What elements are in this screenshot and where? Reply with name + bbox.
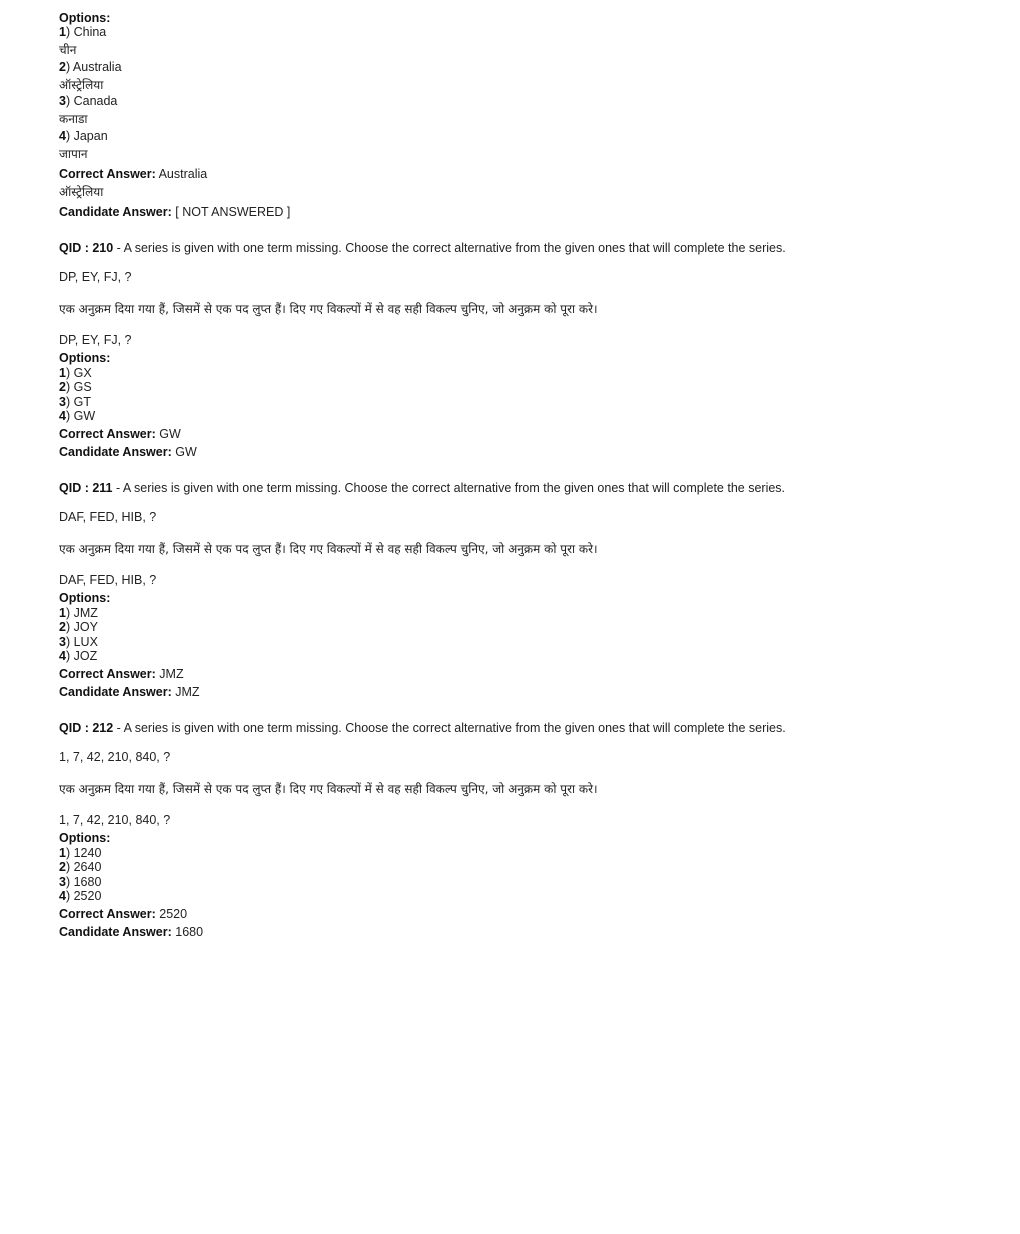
correct-label: Correct Answer: — [59, 667, 156, 681]
text: ) — [65, 846, 74, 860]
options-label: Options: — [59, 831, 111, 845]
candidate-value: 1680 — [175, 925, 204, 939]
series-text: DP, EY, FJ, ? — [59, 270, 132, 284]
text: ) — [65, 380, 74, 395]
question-text — [59, 480, 785, 496]
series-hindi — [59, 812, 170, 828]
candidate-label: Candidate Answer: — [59, 445, 172, 459]
option-text: China — [73, 25, 107, 39]
candidate-value: GW — [175, 445, 197, 459]
question-text-en: - A series is given with one term missing. Choose the correct alternative from the given ones that will complete the series. — [113, 241, 786, 255]
series-hindi — [59, 572, 156, 588]
option-item-hindi — [59, 42, 76, 58]
series-text: 1, 7, 42, 210, 840, ? — [59, 813, 171, 827]
option-item — [59, 888, 101, 904]
question-text-hindi — [59, 301, 598, 317]
qid-label: QID : 211 — [59, 481, 113, 495]
text: ) — [65, 606, 74, 620]
question-text-hindi — [59, 781, 598, 797]
text: ) — [65, 394, 74, 409]
option-item-hindi — [59, 77, 103, 93]
option-item — [59, 59, 122, 75]
text: ) — [65, 94, 74, 108]
candidate-answer — [59, 444, 197, 460]
option-text-hindi: जापान — [59, 147, 88, 161]
option-text-hindi: चीन — [59, 43, 77, 57]
option-text: GW — [73, 409, 96, 424]
question-text-hindi — [59, 541, 598, 557]
text: ) — [65, 60, 73, 74]
option-text: JOY — [73, 620, 98, 635]
question-text-en: - A series is given with one term missing. Choose the correct alternative from the given ones that will complete the series. — [112, 481, 786, 495]
option-number: 2 — [59, 860, 66, 875]
correct-value-hindi: ऑस्ट्रेलिया — [59, 185, 104, 199]
series-text: DAF, FED, HIB, ? — [59, 573, 157, 587]
correct-answer — [59, 166, 207, 182]
question-text-hi: एक अनुक्रम दिया गया हैं, जिसमें से एक पद लुप्त हैं। दिए गए विकल्पों में से वह सही विकल्प चुनिए, जो अनुक्रम को पूरा करे। — [59, 542, 598, 556]
option-text: 2520 — [73, 889, 102, 904]
text: ) — [65, 366, 74, 380]
option-text-hindi: ऑस्ट्रेलिया — [59, 78, 104, 92]
qid-label: QID : 210 — [59, 241, 114, 255]
candidate-value: [ NOT ANSWERED ] — [175, 205, 291, 219]
series-text: DP, EY, FJ, ? — [59, 333, 132, 347]
correct-value: GW — [159, 427, 181, 441]
option-text: GT — [73, 394, 91, 409]
option-item — [59, 24, 106, 40]
series-text: DAF, FED, HIB, ? — [59, 510, 157, 524]
option-text-hindi: कनाडा — [59, 112, 88, 126]
option-item — [59, 408, 95, 424]
correct-label: Correct Answer: — [59, 907, 156, 921]
option-number: 2 — [59, 620, 66, 635]
question-text-hi: एक अनुक्रम दिया गया हैं, जिसमें से एक पद लुप्त हैं। दिए गए विकल्पों में से वह सही विकल्प चुनिए, जो अनुक्रम को पूरा करे। — [59, 782, 598, 796]
candidate-answer — [59, 684, 200, 700]
series — [59, 749, 170, 765]
option-number: 1 — [59, 846, 66, 860]
option-number: 1 — [59, 25, 66, 39]
question-text-en: - A series is given with one term missing. Choose the correct alternative from the given ones that will complete the series. — [113, 721, 786, 735]
option-number: 3 — [59, 874, 66, 889]
option-text: 1680 — [73, 874, 102, 889]
text: ) — [65, 889, 74, 904]
option-number: 1 — [59, 606, 66, 620]
correct-answer — [59, 906, 187, 922]
text: ) — [65, 620, 74, 635]
candidate-label: Candidate Answer: — [59, 685, 172, 699]
option-text: JMZ — [73, 606, 98, 620]
candidate-answer — [59, 924, 203, 940]
question-text — [59, 720, 786, 736]
text: ) — [65, 649, 74, 664]
candidate-label: Candidate Answer: — [59, 925, 172, 939]
options-heading — [59, 590, 110, 606]
correct-answer — [59, 426, 181, 442]
text: ) — [65, 25, 74, 39]
option-number: 3 — [59, 634, 66, 649]
correct-label: Correct Answer: — [59, 427, 156, 441]
option-item-hindi — [59, 146, 88, 162]
options-label: Options: — [59, 11, 111, 25]
option-text: Japan — [73, 129, 108, 143]
option-number: 4 — [59, 129, 66, 143]
option-text: 1240 — [73, 846, 102, 860]
text: ) — [65, 409, 74, 424]
series — [59, 269, 132, 285]
option-text: LUX — [73, 634, 98, 649]
correct-label: Correct Answer: — [59, 167, 156, 181]
question-text — [59, 240, 786, 256]
text: ) — [65, 874, 74, 889]
option-text: GX — [73, 366, 92, 380]
series-text: 1, 7, 42, 210, 840, ? — [59, 750, 171, 764]
option-text: Australia — [72, 60, 122, 74]
candidate-label: Candidate Answer: — [59, 205, 172, 219]
text: ) — [65, 634, 74, 649]
option-text: JOZ — [73, 649, 98, 664]
option-item — [59, 93, 117, 109]
option-text: 2640 — [73, 860, 102, 875]
options-label: Options: — [59, 591, 111, 605]
option-text: Canada — [73, 94, 118, 108]
option-item — [59, 648, 97, 664]
option-number: 3 — [59, 394, 66, 409]
question-text-hi: एक अनुक्रम दिया गया हैं, जिसमें से एक पद लुप्त हैं। दिए गए विकल्पों में से वह सही विकल्प चुनिए, जो अनुक्रम को पूरा करे। — [59, 302, 598, 316]
option-number: 4 — [59, 649, 66, 664]
correct-value: 2520 — [159, 907, 188, 921]
text: ) — [65, 860, 74, 875]
candidate-answer — [59, 204, 290, 220]
candidate-value: JMZ — [175, 685, 200, 699]
correct-value: JMZ — [159, 667, 184, 681]
correct-answer-hindi — [59, 184, 103, 200]
correct-value: Australia — [158, 167, 208, 181]
options-heading — [59, 830, 110, 846]
series — [59, 509, 156, 525]
option-number: 2 — [59, 60, 66, 74]
correct-answer — [59, 666, 184, 682]
option-item-hindi — [59, 111, 88, 127]
option-number: 2 — [59, 380, 66, 395]
option-number: 3 — [59, 94, 66, 108]
text: ) — [65, 129, 74, 143]
option-number: 1 — [59, 366, 66, 380]
series-hindi — [59, 332, 132, 348]
option-text: GS — [73, 380, 92, 395]
option-number: 4 — [59, 889, 66, 904]
option-number: 4 — [59, 409, 66, 424]
option-item — [59, 128, 108, 144]
options-label: Options: — [59, 351, 111, 365]
qid-label: QID : 212 — [59, 721, 114, 735]
options-heading — [59, 350, 110, 366]
